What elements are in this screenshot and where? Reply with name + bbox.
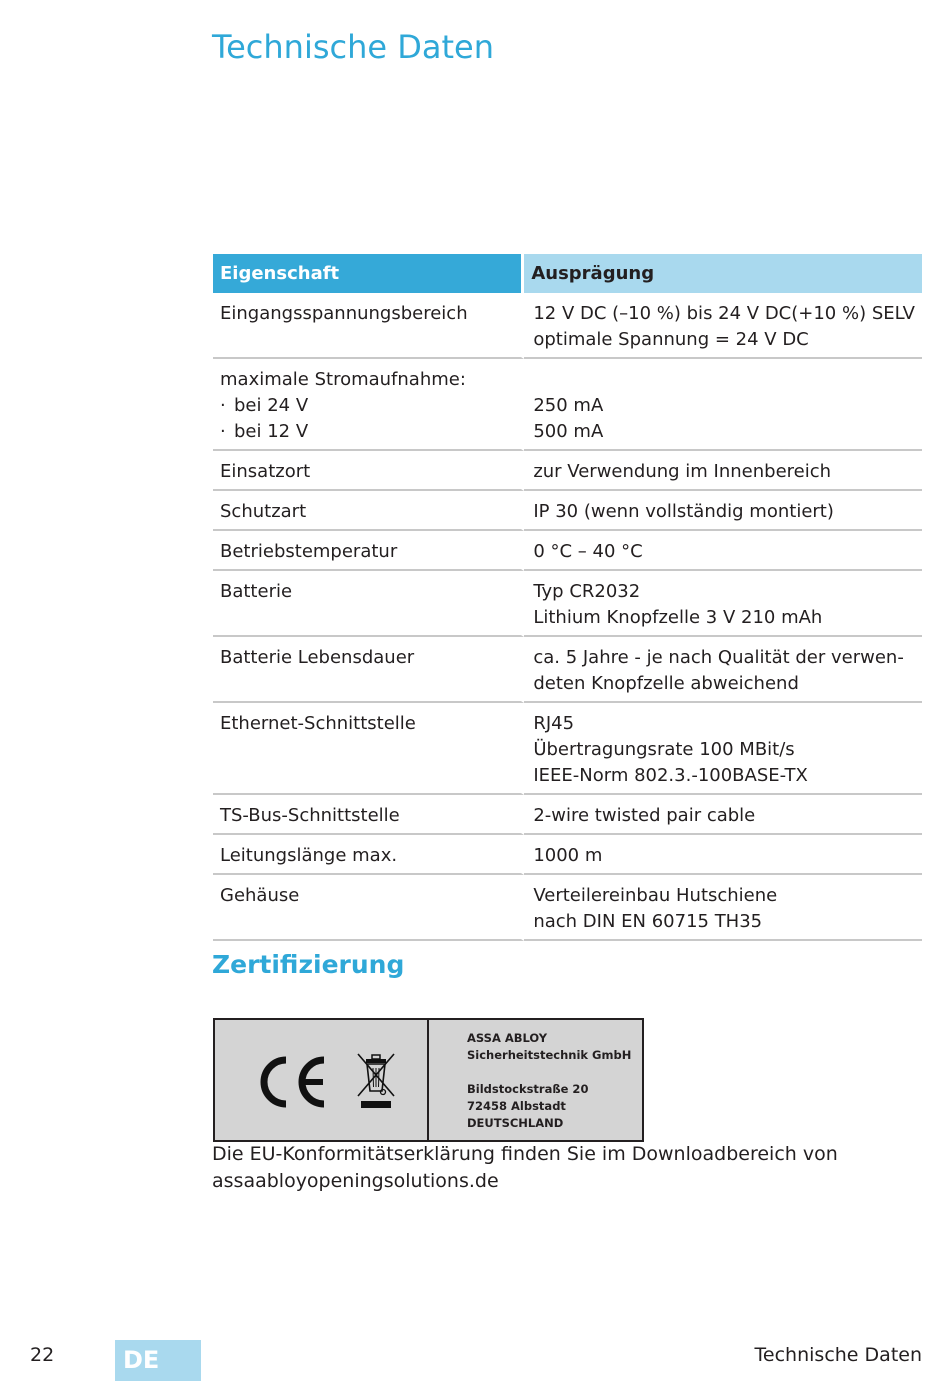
- cell-text: Einsatzort: [220, 461, 311, 482]
- manufacturer-country: DEUTSCHLAND: [467, 1116, 564, 1130]
- spec-table-row: [213, 491, 922, 531]
- property-cell: [213, 359, 524, 451]
- value-cell: [524, 491, 922, 531]
- spec-table-row: [213, 875, 922, 941]
- bullet-icon: ·: [220, 395, 226, 416]
- cell-text: Leitungslänge max.: [220, 845, 398, 866]
- spec-table-row: [213, 293, 922, 359]
- cell-text: bei 24 V: [234, 395, 309, 416]
- cell-text: 2-wire twisted pair cable: [533, 805, 756, 826]
- cell-text: Betriebstemperatur: [220, 541, 398, 562]
- cell-text: zur Verwendung im Innenbereich: [533, 461, 832, 482]
- spec-table-row: [213, 359, 922, 451]
- spec-table-row: [213, 703, 922, 795]
- cell-text: Typ CR2032: [533, 581, 641, 602]
- spec-table-row: [213, 451, 922, 491]
- conformity-note-line1: Die EU-Konformitätserklärung finden Sie im Downloadbereich von: [212, 1143, 838, 1165]
- conformity-note-url: assaabloyopeningsolutions.de: [212, 1170, 499, 1192]
- cell-text: Übertragungsrate 100 MBit/s: [533, 739, 795, 760]
- value-cell: [524, 835, 922, 875]
- weee-crossed-bin-icon: [355, 1051, 397, 1111]
- cell-text: 0 °C – 40 °C: [533, 541, 643, 562]
- manufacturer-address: [429, 1020, 642, 1140]
- value-cell: [524, 359, 922, 451]
- spec-table: [213, 254, 922, 941]
- value-cell: [524, 795, 922, 835]
- property-cell: [213, 795, 524, 835]
- certification-title: Zertifizierung: [212, 950, 405, 979]
- language-badge: DE: [115, 1340, 201, 1381]
- spec-table-row: [213, 637, 922, 703]
- type-label-marks: [215, 1020, 429, 1140]
- cell-text: deten Knopfzelle abweichend: [533, 673, 799, 694]
- property-cell: [213, 875, 524, 941]
- cell-text: Ethernet-Schnittstelle: [220, 713, 416, 734]
- cell-text: bei 12 V: [234, 421, 309, 442]
- value-cell: [524, 637, 922, 703]
- value-cell: [524, 703, 922, 795]
- cell-text: 12 V DC (–10 %) bis 24 V DC(+10 %) SELV: [533, 303, 915, 324]
- cell-text: IP 30 (wenn vollständig montiert): [533, 501, 834, 522]
- property-cell: [213, 703, 524, 795]
- property-cell: [213, 571, 524, 637]
- cell-text: RJ45: [533, 713, 575, 734]
- header-eigenschaft: Eigenschaft: [213, 254, 524, 293]
- property-cell: [213, 293, 524, 359]
- bullet-icon: ·: [220, 421, 226, 442]
- property-cell: [213, 491, 524, 531]
- manufacturer-street: Bildstockstraße 20: [467, 1082, 589, 1096]
- header-auspraegung: Ausprägung: [524, 254, 922, 293]
- property-cell: [213, 451, 524, 491]
- cell-text: nach DIN EN 60715 TH35: [533, 911, 763, 932]
- spec-table-header-row: [213, 254, 922, 293]
- value-cell: [524, 451, 922, 491]
- page-title: Technische Daten: [212, 28, 495, 66]
- cell-text: optimale Spannung = 24 V DC: [533, 329, 809, 350]
- spec-table-row: [213, 795, 922, 835]
- cell-text: ca. 5 Jahre - je nach Qualität der verwen-: [533, 647, 904, 668]
- cell-text: Schutzart: [220, 501, 307, 522]
- spec-table-row: [213, 571, 922, 637]
- property-cell: [213, 531, 524, 571]
- cell-text: Batterie Lebensdauer: [220, 647, 415, 668]
- manufacturer-subname: Sicherheitstechnik GmbH: [467, 1048, 632, 1062]
- type-label: [213, 1018, 644, 1142]
- spec-table-row: [213, 531, 922, 571]
- ce-mark-icon: [253, 1054, 333, 1110]
- page-number: 22: [30, 1344, 55, 1366]
- property-cell: [213, 835, 524, 875]
- value-cell: [524, 293, 922, 359]
- value-cell: [524, 875, 922, 941]
- value-cell: [524, 571, 922, 637]
- cell-text: Batterie: [220, 581, 293, 602]
- cell-text: Lithium Knopfzelle 3 V 210 mAh: [533, 607, 823, 628]
- cell-text: 250 mA: [533, 395, 604, 416]
- conformity-note: [212, 1141, 838, 1195]
- value-cell: [524, 531, 922, 571]
- spec-table-row: [213, 835, 922, 875]
- footer-section-title: Technische Daten: [754, 1344, 922, 1366]
- spec-table-body: [213, 293, 922, 941]
- manufacturer-name: ASSA ABLOY: [467, 1031, 548, 1045]
- cell-text: Verteilereinbau Hutschiene: [533, 885, 778, 906]
- cell-text: IEEE-Norm 802.3.-100BASE-TX: [533, 765, 808, 786]
- cell-text: Gehäuse: [220, 885, 300, 906]
- cell-text: TS-Bus-Schnittstelle: [220, 805, 400, 826]
- cell-text: maximale Stromaufnahme:: [220, 369, 466, 390]
- cell-text: Eingangsspannungsbereich: [220, 303, 468, 324]
- property-cell: [213, 637, 524, 703]
- cell-text: 1000 m: [533, 845, 603, 866]
- cell-text: 500 mA: [533, 421, 604, 442]
- manufacturer-city: 72458 Albstadt: [467, 1099, 566, 1113]
